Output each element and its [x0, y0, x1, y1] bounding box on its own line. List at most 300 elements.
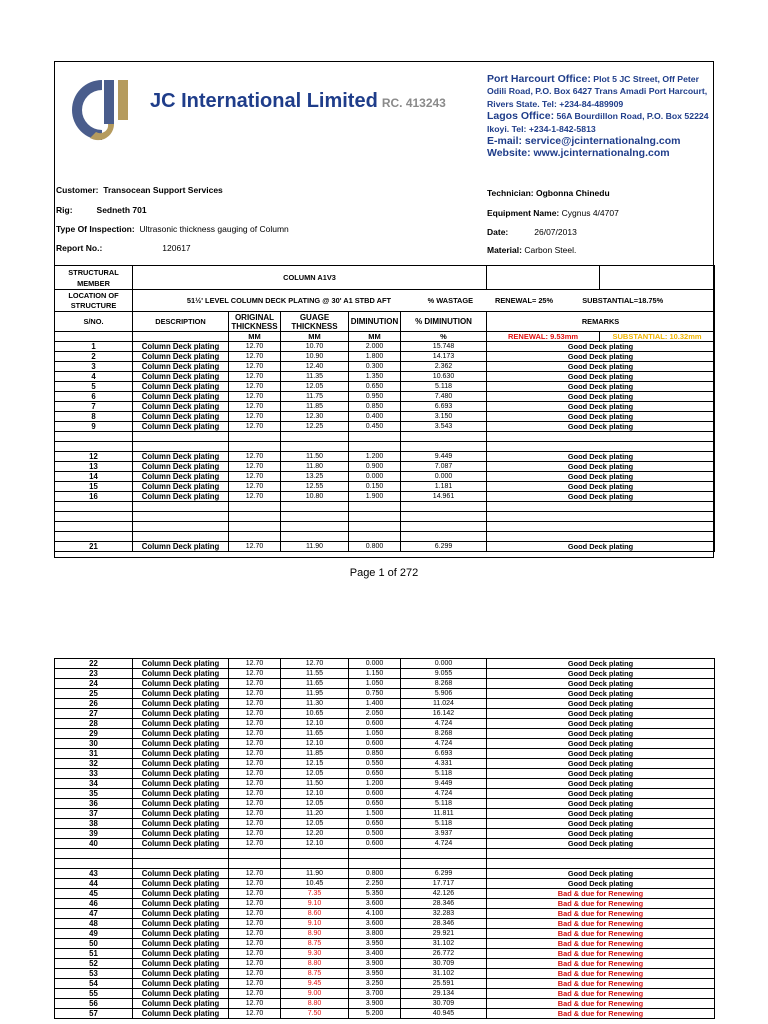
- col-pct-diminution: % DIMINUTION: [401, 312, 487, 332]
- row-gauge: 11.90: [281, 542, 349, 552]
- table-row: [55, 839, 715, 849]
- table-row: [55, 999, 715, 1009]
- row-diminution: 3.250: [349, 979, 401, 989]
- table-row: [55, 362, 715, 372]
- row-description: Column Deck plating: [133, 839, 229, 849]
- row-original: [229, 502, 281, 512]
- row-remark: Good Deck plating: [487, 749, 715, 759]
- address-block: [487, 73, 713, 160]
- row-gauge: [281, 512, 349, 522]
- row-original: [229, 442, 281, 452]
- row-remark: Good Deck plating: [487, 759, 715, 769]
- email-line[interactable]: E-mail: service@jcinternationalng.com: [487, 135, 681, 148]
- row-sno: 43: [55, 869, 133, 879]
- row-original: 12.70: [229, 749, 281, 759]
- row-original: 12.70: [229, 789, 281, 799]
- table-row: [55, 829, 715, 839]
- row-original: [229, 432, 281, 442]
- row-sno: [55, 532, 133, 542]
- row-original: 12.70: [229, 679, 281, 689]
- row-description: Column Deck plating: [133, 969, 229, 979]
- row-description: Column Deck plating: [133, 462, 229, 472]
- row-original: 12.70: [229, 422, 281, 432]
- row-pct-diminution: 29.921: [401, 929, 487, 939]
- table-row: [55, 919, 715, 929]
- row-description: Column Deck plating: [133, 412, 229, 422]
- row-sno: 9: [55, 422, 133, 432]
- row-remark: Good Deck plating: [487, 402, 715, 412]
- row-sno: [55, 502, 133, 512]
- row-remark: Good Deck plating: [487, 729, 715, 739]
- row-pct-diminution: 11.811: [401, 809, 487, 819]
- row-remark: Good Deck plating: [487, 462, 715, 472]
- row-diminution: 0.600: [349, 839, 401, 849]
- row-pct-diminution: 3.937: [401, 829, 487, 839]
- row-gauge: 10.80: [281, 492, 349, 502]
- row-sno: [55, 859, 133, 869]
- row-sno: 26: [55, 699, 133, 709]
- row-gauge: 7.35: [281, 889, 349, 899]
- row-remark: Good Deck plating: [487, 799, 715, 809]
- row-gauge: 11.95: [281, 689, 349, 699]
- row-pct-diminution: 1.181: [401, 482, 487, 492]
- row-remark: Bad & due for Renewing: [487, 929, 715, 939]
- row-sno: 50: [55, 939, 133, 949]
- wastage-label: % WASTAGE: [427, 296, 474, 305]
- row-original: [229, 859, 281, 869]
- row-sno: 25: [55, 689, 133, 699]
- table-row: [55, 719, 715, 729]
- row-gauge: 10.70: [281, 342, 349, 352]
- table-row: [55, 869, 715, 879]
- row-description: Column Deck plating: [133, 729, 229, 739]
- row-diminution: [349, 859, 401, 869]
- row-remark: Bad & due for Renewing: [487, 909, 715, 919]
- row-pct-diminution: 7.087: [401, 462, 487, 472]
- row-diminution: 3.900: [349, 959, 401, 969]
- row-sno: 36: [55, 799, 133, 809]
- table-row: [55, 849, 715, 859]
- row-pct-diminution: 0.000: [401, 472, 487, 482]
- table-row: [55, 412, 715, 422]
- table-row: [55, 729, 715, 739]
- row-diminution: 2.000: [349, 342, 401, 352]
- row-gauge: 9.10: [281, 919, 349, 929]
- row-pct-diminution: 14.961: [401, 492, 487, 502]
- row-sno: [55, 432, 133, 442]
- row-description: Column Deck plating: [133, 679, 229, 689]
- row-diminution: 3.600: [349, 919, 401, 929]
- row-pct-diminution: [401, 849, 487, 859]
- report-line: Report No.: 120617: [56, 243, 191, 253]
- row-original: 12.70: [229, 402, 281, 412]
- table-row: [55, 532, 715, 542]
- row-description: Column Deck plating: [133, 739, 229, 749]
- thickness-table-page-2: [54, 658, 715, 1019]
- row-description: [133, 859, 229, 869]
- row-description: Column Deck plating: [133, 452, 229, 462]
- row-pct-diminution: 9.055: [401, 669, 487, 679]
- row-original: 12.70: [229, 412, 281, 422]
- blank-cell: [600, 266, 715, 290]
- row-remark: Bad & due for Renewing: [487, 889, 715, 899]
- row-remark: Good Deck plating: [487, 492, 715, 502]
- row-gauge: 9.30: [281, 949, 349, 959]
- row-pct-diminution: [401, 522, 487, 532]
- row-gauge: [281, 849, 349, 859]
- row-diminution: 0.600: [349, 789, 401, 799]
- row-sno: 4: [55, 372, 133, 382]
- row-diminution: 0.750: [349, 689, 401, 699]
- row-remark: Bad & due for Renewing: [487, 919, 715, 929]
- row-original: 12.70: [229, 869, 281, 879]
- table-row: [55, 779, 715, 789]
- row-remark: Good Deck plating: [487, 482, 715, 492]
- row-diminution: 0.400: [349, 412, 401, 422]
- row-pct-diminution: 9.449: [401, 452, 487, 462]
- page-number: Page 1 of 272: [349, 567, 419, 579]
- inspection-line: Type Of Inspection: Ultrasonic thickness gauging of Column: [56, 224, 289, 234]
- row-pct-diminution: 11.024: [401, 699, 487, 709]
- row-remark: Good Deck plating: [487, 542, 715, 552]
- row-original: 12.70: [229, 959, 281, 969]
- row-original: 12.70: [229, 909, 281, 919]
- row-pct-diminution: 28.346: [401, 919, 487, 929]
- row-gauge: 12.05: [281, 382, 349, 392]
- row-sno: 44: [55, 879, 133, 889]
- ph-office-address: Plot 5 JC Street, Off Peter Odili Road, P.O. Box 6427 Trans Amadi Port Harcourt, Rivers State. Tel: +234-84-489909: [487, 74, 708, 109]
- row-gauge: 12.05: [281, 799, 349, 809]
- row-sno: 22: [55, 659, 133, 669]
- row-sno: 13: [55, 462, 133, 472]
- row-description: Column Deck plating: [133, 939, 229, 949]
- row-pct-diminution: [401, 859, 487, 869]
- location-value: 51½' LEVEL COLUMN DECK PLATING @ 30' A1 STBD AFT: [186, 296, 391, 305]
- row-sno: 23: [55, 669, 133, 679]
- row-pct-diminution: [401, 432, 487, 442]
- technician-line: Technician: Ogbonna Chinedu: [487, 188, 610, 198]
- row-remark: Bad & due for Renewing: [487, 949, 715, 959]
- row-gauge: 13.25: [281, 472, 349, 482]
- col-diminution: DIMINUTION: [349, 312, 401, 332]
- row-diminution: 4.100: [349, 909, 401, 919]
- row-pct-diminution: 0.000: [401, 659, 487, 669]
- row-original: 12.70: [229, 929, 281, 939]
- col-remarks: REMARKS: [487, 312, 715, 332]
- row-remark: Good Deck plating: [487, 839, 715, 849]
- row-gauge: 11.75: [281, 392, 349, 402]
- row-gauge: [281, 502, 349, 512]
- row-description: Column Deck plating: [133, 482, 229, 492]
- row-description: Column Deck plating: [133, 959, 229, 969]
- table-row: [55, 492, 715, 502]
- row-remark: Bad & due for Renewing: [487, 1009, 715, 1019]
- row-pct-diminution: 6.693: [401, 402, 487, 412]
- thickness-table-page-1: [54, 265, 715, 552]
- row-description: Column Deck plating: [133, 829, 229, 839]
- table-row: [55, 679, 715, 689]
- row-diminution: 0.850: [349, 402, 401, 412]
- row-gauge: 9.10: [281, 899, 349, 909]
- row-remark: Bad & due for Renewing: [487, 989, 715, 999]
- row-diminution: 1.900: [349, 492, 401, 502]
- row-diminution: 2.050: [349, 709, 401, 719]
- row-gauge: 9.00: [281, 989, 349, 999]
- row-gauge: 12.20: [281, 829, 349, 839]
- row-gauge: 12.30: [281, 412, 349, 422]
- row-pct-diminution: 30.709: [401, 999, 487, 1009]
- row-pct-diminution: 5.906: [401, 689, 487, 699]
- table-row: [55, 899, 715, 909]
- row-pct-diminution: 31.102: [401, 969, 487, 979]
- row-sno: 15: [55, 482, 133, 492]
- row-pct-diminution: 16.142: [401, 709, 487, 719]
- table-row: [55, 759, 715, 769]
- row-sno: 57: [55, 1009, 133, 1019]
- row-original: 12.70: [229, 699, 281, 709]
- row-diminution: 5.200: [349, 1009, 401, 1019]
- row-diminution: [349, 502, 401, 512]
- row-pct-diminution: 4.724: [401, 739, 487, 749]
- row-diminution: 1.050: [349, 729, 401, 739]
- row-sno: 2: [55, 352, 133, 362]
- col-guage: GUAGE THICKNESS: [281, 312, 349, 332]
- table-row: [55, 709, 715, 719]
- row-remark: Bad & due for Renewing: [487, 979, 715, 989]
- table-row: [55, 422, 715, 432]
- row-original: 12.70: [229, 342, 281, 352]
- row-diminution: 1.150: [349, 669, 401, 679]
- table-row: [55, 809, 715, 819]
- row-gauge: 11.20: [281, 809, 349, 819]
- row-gauge: 12.10: [281, 839, 349, 849]
- row-original: 12.70: [229, 709, 281, 719]
- row-diminution: 3.700: [349, 989, 401, 999]
- row-gauge: [281, 532, 349, 542]
- row-original: 12.70: [229, 352, 281, 362]
- row-remark: [487, 859, 715, 869]
- row-description: Column Deck plating: [133, 492, 229, 502]
- table-row: [55, 542, 715, 552]
- col-sno: S/NO.: [55, 312, 133, 332]
- row-original: 12.70: [229, 949, 281, 959]
- row-original: 12.70: [229, 729, 281, 739]
- row-original: 12.70: [229, 392, 281, 402]
- row-diminution: 2.250: [349, 879, 401, 889]
- date-line: Date: 26/07/2013: [487, 227, 577, 237]
- rig-line: Rig: Sedneth 701: [56, 205, 147, 215]
- row-gauge: 12.10: [281, 789, 349, 799]
- row-remark: Good Deck plating: [487, 779, 715, 789]
- table-row: [55, 799, 715, 809]
- row-original: 12.70: [229, 989, 281, 999]
- row-original: 12.70: [229, 1009, 281, 1019]
- table-row: [55, 989, 715, 999]
- substantial-mm: SUBSTANTIAL: 10.32mm: [600, 332, 715, 342]
- row-diminution: 0.300: [349, 362, 401, 372]
- row-original: [229, 512, 281, 522]
- row-sno: 29: [55, 729, 133, 739]
- row-sno: 53: [55, 969, 133, 979]
- row-sno: 30: [55, 739, 133, 749]
- row-description: Column Deck plating: [133, 809, 229, 819]
- row-description: Column Deck plating: [133, 779, 229, 789]
- row-remark: [487, 502, 715, 512]
- row-gauge: [281, 442, 349, 452]
- row-diminution: 0.150: [349, 482, 401, 492]
- row-gauge: 8.90: [281, 929, 349, 939]
- row-sno: [55, 512, 133, 522]
- row-diminution: 0.500: [349, 829, 401, 839]
- unit-mm: MM: [349, 332, 401, 342]
- table-row: [55, 452, 715, 462]
- table-row: [55, 442, 715, 452]
- row-remark: Good Deck plating: [487, 719, 715, 729]
- table-row: [55, 382, 715, 392]
- row-sno: 33: [55, 769, 133, 779]
- table-row: [55, 472, 715, 482]
- customer-line: Customer: Transocean Support Services: [56, 185, 223, 195]
- row-description: Column Deck plating: [133, 472, 229, 482]
- row-original: 12.70: [229, 999, 281, 1009]
- row-diminution: 0.650: [349, 799, 401, 809]
- row-original: 12.70: [229, 362, 281, 372]
- rc-number: RC. 413243: [381, 96, 446, 110]
- table-row: [55, 392, 715, 402]
- row-sno: 1: [55, 342, 133, 352]
- table-row: [55, 979, 715, 989]
- table-row: [55, 669, 715, 679]
- row-description: Column Deck plating: [133, 879, 229, 889]
- row-pct-diminution: 6.299: [401, 869, 487, 879]
- row-original: 12.70: [229, 659, 281, 669]
- row-original: [229, 522, 281, 532]
- row-sno: 21: [55, 542, 133, 552]
- row-gauge: 11.65: [281, 679, 349, 689]
- material-line: Material: Carbon Steel.: [487, 245, 577, 255]
- row-pct-diminution: 30.709: [401, 959, 487, 969]
- row-sno: 8: [55, 412, 133, 422]
- row-pct-diminution: 31.102: [401, 939, 487, 949]
- row-sno: 7: [55, 402, 133, 412]
- row-description: [133, 532, 229, 542]
- row-original: 12.70: [229, 829, 281, 839]
- row-pct-diminution: 5.118: [401, 819, 487, 829]
- row-description: [133, 442, 229, 452]
- row-gauge: 11.85: [281, 402, 349, 412]
- row-gauge: 11.30: [281, 699, 349, 709]
- row-remark: Good Deck plating: [487, 422, 715, 432]
- row-sno: 54: [55, 979, 133, 989]
- row-pct-diminution: 25.591: [401, 979, 487, 989]
- row-diminution: [349, 532, 401, 542]
- row-original: 12.70: [229, 819, 281, 829]
- row-remark: Good Deck plating: [487, 452, 715, 462]
- row-remark: [487, 522, 715, 532]
- row-sno: 24: [55, 679, 133, 689]
- row-remark: Bad & due for Renewing: [487, 939, 715, 949]
- row-description: Column Deck plating: [133, 869, 229, 879]
- row-sno: [55, 849, 133, 859]
- row-remark: [487, 849, 715, 859]
- row-original: 12.70: [229, 969, 281, 979]
- row-diminution: 0.450: [349, 422, 401, 432]
- row-diminution: 1.200: [349, 779, 401, 789]
- row-original: 12.70: [229, 739, 281, 749]
- row-description: Column Deck plating: [133, 769, 229, 779]
- row-original: 12.70: [229, 939, 281, 949]
- row-description: Column Deck plating: [133, 949, 229, 959]
- row-remark: Good Deck plating: [487, 689, 715, 699]
- row-gauge: 10.45: [281, 879, 349, 889]
- table-row: [55, 909, 715, 919]
- row-description: [133, 522, 229, 532]
- row-sno: 27: [55, 709, 133, 719]
- row-description: Column Deck plating: [133, 402, 229, 412]
- row-diminution: 1.350: [349, 372, 401, 382]
- row-description: Column Deck plating: [133, 819, 229, 829]
- row-description: Column Deck plating: [133, 422, 229, 432]
- row-sno: 48: [55, 919, 133, 929]
- row-gauge: 9.45: [281, 979, 349, 989]
- row-remark: Good Deck plating: [487, 412, 715, 422]
- row-original: 12.70: [229, 799, 281, 809]
- row-pct-diminution: 42.126: [401, 889, 487, 899]
- equipment-line: Equipment Name: Cygnus 4/4707: [487, 208, 619, 218]
- row-description: Column Deck plating: [133, 929, 229, 939]
- table-row: [55, 769, 715, 779]
- row-gauge: 12.10: [281, 719, 349, 729]
- lagos-office-address: 56A Bourdillon Road, P.O. Box 52224 Ikoyi. Tel: +234-1-842-5813: [487, 111, 709, 134]
- row-diminution: [349, 512, 401, 522]
- row-pct-diminution: 6.693: [401, 749, 487, 759]
- row-gauge: 12.70: [281, 659, 349, 669]
- row-pct-diminution: 3.543: [401, 422, 487, 432]
- row-pct-diminution: 26.772: [401, 949, 487, 959]
- row-gauge: 12.55: [281, 482, 349, 492]
- blank-cell: [133, 332, 229, 342]
- table-row: [55, 959, 715, 969]
- row-gauge: 12.05: [281, 819, 349, 829]
- company-logo: [70, 78, 140, 144]
- row-sno: 14: [55, 472, 133, 482]
- table-row: [55, 969, 715, 979]
- table-row: [55, 482, 715, 492]
- row-sno: 45: [55, 889, 133, 899]
- row-pct-diminution: 9.449: [401, 779, 487, 789]
- row-remark: Good Deck plating: [487, 809, 715, 819]
- member-value: COLUMN A1V3: [133, 266, 487, 290]
- table-row: [55, 689, 715, 699]
- row-gauge: 8.60: [281, 909, 349, 919]
- row-description: Column Deck plating: [133, 372, 229, 382]
- row-sno: 32: [55, 759, 133, 769]
- row-diminution: 0.650: [349, 819, 401, 829]
- row-sno: 46: [55, 899, 133, 909]
- row-description: Column Deck plating: [133, 689, 229, 699]
- row-gauge: 11.50: [281, 779, 349, 789]
- row-description: [133, 432, 229, 442]
- row-sno: 35: [55, 789, 133, 799]
- table-row: [55, 522, 715, 532]
- row-gauge: 8.75: [281, 969, 349, 979]
- table-row: [55, 432, 715, 442]
- row-remark: Good Deck plating: [487, 382, 715, 392]
- row-remark: Good Deck plating: [487, 352, 715, 362]
- row-gauge: 8.80: [281, 959, 349, 969]
- website-line[interactable]: Website: www.jcinternationalng.com: [487, 147, 670, 160]
- row-diminution: 1.500: [349, 809, 401, 819]
